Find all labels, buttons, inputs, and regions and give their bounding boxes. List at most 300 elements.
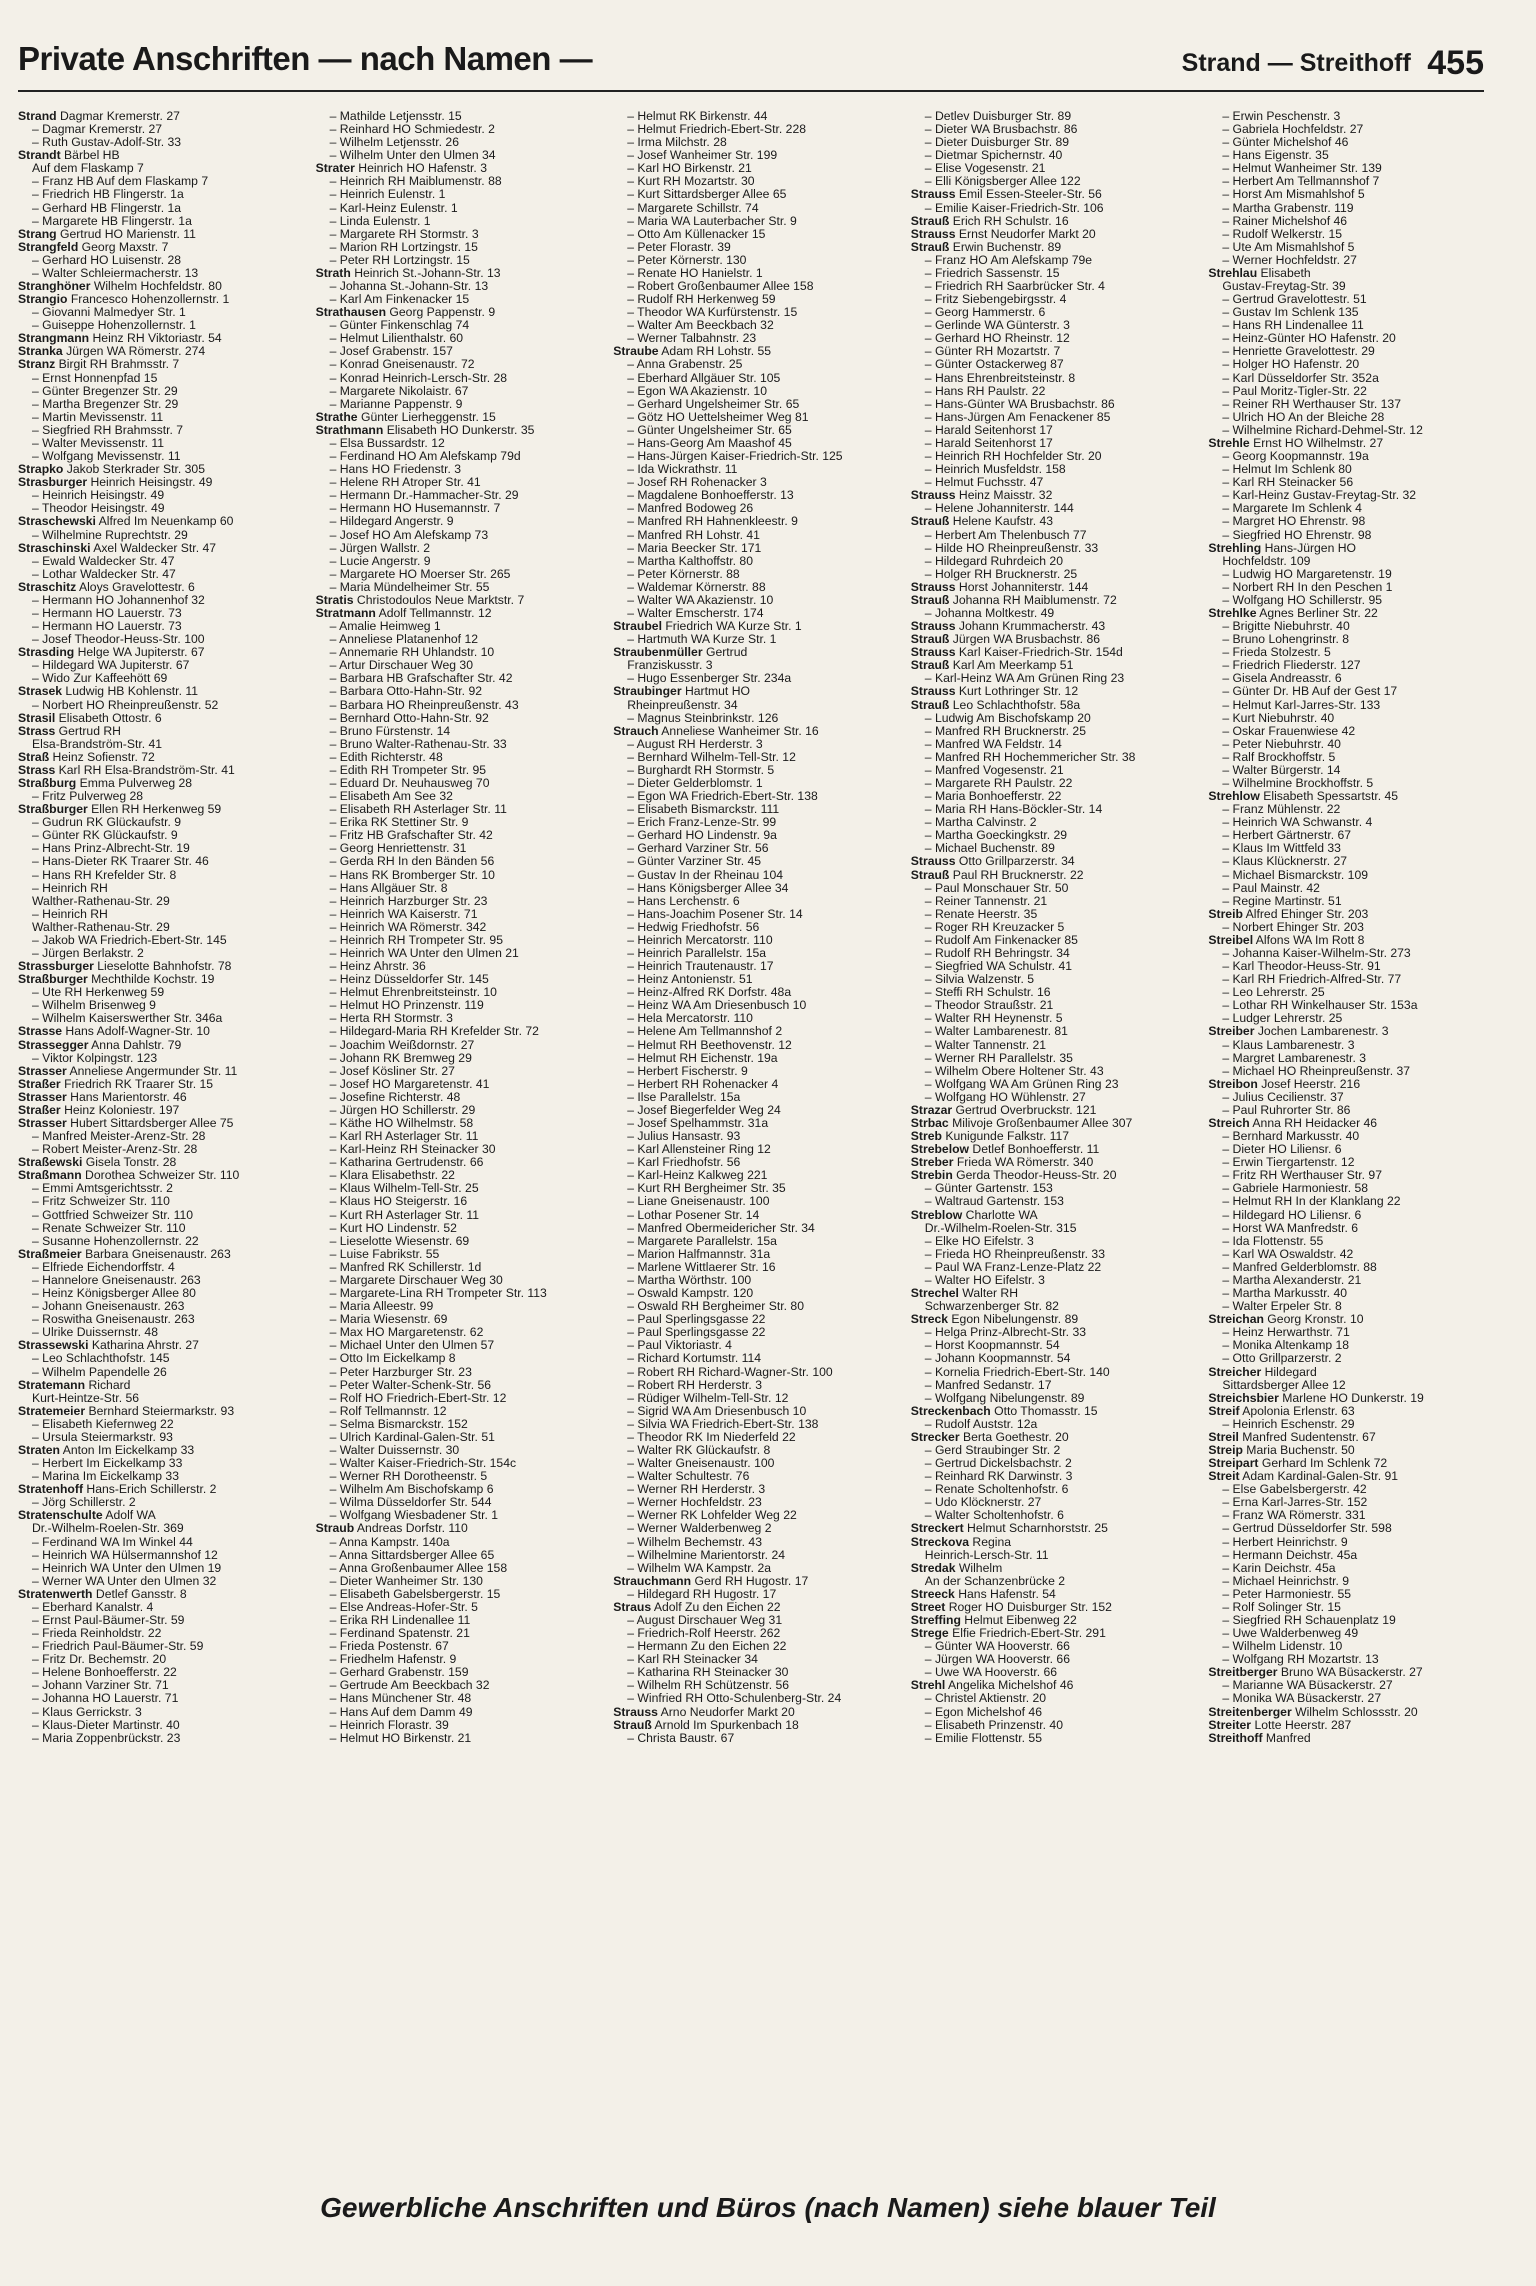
directory-entry: Stredak Wilhelm (910, 1561, 1003, 1575)
directory-entry: – Reinhard HO Schmiedestr. 2 (329, 123, 495, 137)
surname: Streblow (910, 1208, 963, 1222)
directory-entry: – Margarete Dirschauer Weg 30 (329, 1273, 503, 1287)
directory-entry: – Wilhelm WA Kampstr. 2a (627, 1561, 771, 1575)
directory-entry: – Fritz Pulverweg 28 (32, 790, 144, 804)
directory-entry: Strauß Karl Am Meerkamp 51 (910, 659, 1074, 673)
directory-entry: – Oskar Frauenwiese 42 (1222, 724, 1356, 738)
directory-entry: – Eberhard Allgäuer Str. 105 (627, 371, 781, 385)
directory-entry: – Peter RH Lortzingstr. 15 (329, 253, 470, 267)
directory-entry: – Georg Hammerstr. 6 (924, 306, 1046, 320)
directory-entry: – Dieter Wanheimer Str. 130 (329, 1574, 483, 1588)
directory-entry: Stratemeier Bernhard Steiermarkstr. 93 (18, 1404, 235, 1418)
directory-entry: – Karl-Heinz Gustav-Freytag-Str. 32 (1222, 489, 1417, 503)
surname: Streiber (1208, 1025, 1255, 1039)
directory-entry: – Heinrich WA Römerstr. 342 (329, 920, 487, 934)
directory-entry: – Friedrich RH Saarbrücker Str. 4 (924, 280, 1105, 294)
directory-entry: – Kurt RH Bergheimer Str. 35 (627, 1182, 786, 1196)
directory-entry: – Karl RH Friedrich-Alfred-Str. 77 (1222, 973, 1402, 987)
directory-entry: – Margret HO Ehrenstr. 98 (1222, 515, 1366, 529)
directory-entry: – Ute Am Mismahlshof 5 (1222, 240, 1355, 254)
directory-entry: Strauss Otto Grillparzerstr. 34 (910, 855, 1075, 869)
surname: Strand (18, 110, 57, 123)
directory-entry: Streitberger Bruno WA Büsackerstr. 27 (1208, 1666, 1423, 1680)
directory-entry: – Wolfgang HO Wühlenstr. 27 (924, 1090, 1086, 1104)
directory-entry: – Gerhard HO Luisenstr. 28 (32, 253, 182, 267)
directory-entry: – Hermann HO Johannenhof 32 (32, 593, 205, 607)
surname: Strazar (910, 1103, 953, 1117)
directory-entry: Strauß Erwin Buchenstr. 89 (910, 240, 1062, 254)
directory-entry: – Siegfried RH Schauenplatz 19 (1222, 1613, 1396, 1627)
directory-entry: – Manfred RK Schillerstr. 1d (329, 1260, 482, 1274)
directory-entry: – Hans-Jürgen Am Fenackener 85 (924, 410, 1111, 424)
directory-entry: – Karl RH Steinacker 56 (1222, 476, 1354, 490)
directory-entry: Straschitz Aloys Gravelottestr. 6 (18, 580, 195, 594)
directory-entry: – Heinrich Trautenaustr. 17 (627, 960, 774, 974)
directory-entry: – Fritz Dr. Bechemstr. 20 (32, 1653, 167, 1667)
directory-entry: Streib Alfred Ehinger Str. 203 (1208, 907, 1369, 921)
directory-entry: – Günter RH Mozartstr. 7 (924, 345, 1061, 359)
directory-entry: – Walter RK Glückaufstr. 8 (627, 1443, 771, 1457)
directory-entry: – Eberhard Kanalstr. 4 (32, 1600, 154, 1614)
directory-entry: – Marlene Wittlaerer Str. 16 (627, 1260, 776, 1274)
directory-entry: – Hermann HO Lauerstr. 73 (32, 606, 182, 620)
directory-entry: – Manfred Meister-Arenz-Str. 28 (32, 1130, 206, 1144)
directory-entry: – Jürgen WA Hooverstr. 66 (924, 1653, 1070, 1667)
directory-entry: Walther-Rathenau-Str. 29 (32, 920, 170, 934)
surname: Streip (1208, 1443, 1243, 1457)
directory-entry: Strechel Walter RH (910, 1287, 1019, 1301)
directory-entry: – Siegfried RH Brahmsstr. 7 (32, 423, 184, 437)
surname: Strauß (910, 698, 950, 712)
directory-entry: – Hans Prinz-Albrecht-Str. 19 (32, 842, 190, 856)
surname: Strecker (910, 1430, 960, 1444)
surname: Strasse (18, 1025, 63, 1039)
directory-entry: Strassewski Katharina Ahrstr. 27 (18, 1339, 199, 1353)
directory-entry: – Martha Wörthstr. 100 (627, 1273, 752, 1287)
directory-entry: – Walter Mevissenstr. 11 (32, 436, 165, 450)
directory-entry: – Rolf Solinger Str. 15 (1222, 1600, 1341, 1614)
directory-entry: – Helmut Karl-Jarres-Str. 133 (1222, 698, 1381, 712)
directory-entry: – Elisabeth Bismarckstr. 111 (627, 803, 780, 817)
surname: Strauß (910, 240, 950, 254)
directory-column-3 (613, 110, 903, 2170)
directory-entry: – Margarete Im Schlenk 4 (1222, 502, 1362, 516)
directory-entry: – Robert Großenbaumer Allee 158 (627, 280, 814, 294)
directory-entry: – August RH Herderstr. 3 (627, 737, 763, 751)
directory-entry: – Ewald Waldecker Str. 47 (32, 554, 175, 568)
directory-entry: – Margarete HO Moerser Str. 265 (329, 567, 511, 581)
surname: Strangmann (18, 332, 90, 346)
surname: Straubinger (613, 685, 682, 699)
directory-entry: – Kurt Niebuhrstr. 40 (1222, 711, 1335, 725)
directory-entry: – Hermann Zu den Eichen 22 (627, 1640, 787, 1654)
directory-entry: Rheinpreußenstr. 34 (627, 698, 738, 712)
directory-entry: – Bruno Walter-Rathenau-Str. 33 (329, 737, 507, 751)
surname: Straßewski (18, 1156, 83, 1170)
directory-entry: – Marianne WA Büsackerstr. 27 (1222, 1679, 1393, 1693)
directory-entry: – Theodor Heisingstr. 49 (32, 502, 165, 516)
directory-entry: – Manfred RH Hahnenkleestr. 9 (627, 515, 798, 529)
directory-entry: Strbac Milivoje Großenbaumer Allee 307 (910, 1117, 1133, 1131)
directory-entry: – Hedwig Friedhofstr. 56 (627, 920, 760, 934)
directory-column-4 (911, 110, 1201, 2170)
directory-entry: – Johanna Kaiser-Wilhelm-Str. 273 (1222, 947, 1411, 960)
directory-entry: – Erika RH Lindenallee 11 (329, 1613, 471, 1627)
directory-entry: – Jürgen Berlakstr. 2 (32, 947, 144, 960)
directory-entry: – Rolf HO Friedrich-Ebert-Str. 12 (329, 1391, 507, 1405)
surname: Strauß (910, 214, 950, 228)
directory-entry: – Wilhelm Papendelle 26 (32, 1365, 167, 1379)
directory-entry: – Ernst Paul-Bäumer-Str. 59 (32, 1613, 185, 1627)
directory-entry: – Josef Biegerfelder Weg 24 (627, 1103, 781, 1117)
directory-entry: – Horst Koopmannstr. 54 (924, 1339, 1060, 1353)
directory-entry: – Hans-Georg Am Maashof 45 (627, 436, 792, 450)
directory-entry: – Steffi RH Schulstr. 16 (924, 986, 1051, 1000)
surname: Strasser (18, 1117, 67, 1131)
surname: Straßer (18, 1103, 61, 1117)
directory-entry: – Maria WA Lauterbacher Str. 9 (627, 214, 797, 228)
surname: Stratmann (315, 606, 376, 620)
directory-entry: – Jakob WA Friedrich-Ebert-Str. 145 (32, 933, 227, 947)
directory-entry: – Reiner RH Werthauser Str. 137 (1222, 397, 1401, 411)
directory-entry: Straßer Heinz Koloniestr. 197 (18, 1103, 180, 1117)
directory-entry: Heinrich-Lersch-Str. 11 (924, 1548, 1049, 1562)
directory-entry: – Theodor RK Im Niederfeld 22 (627, 1430, 796, 1444)
directory-entry: – Josef Kösliner Str. 27 (329, 1064, 455, 1078)
directory-entry: – Julius Hansastr. 93 (627, 1130, 741, 1144)
directory-entry: – Selma Bismarckstr. 152 (329, 1417, 468, 1431)
directory-entry: Streil Manfred Sudentenstr. 67 (1208, 1430, 1376, 1444)
directory-entry: Stratenhoff Hans-Erich Schillerstr. 2 (18, 1483, 217, 1497)
directory-entry: – Heinz-Alfred RK Dorfstr. 48a (627, 986, 792, 1000)
directory-entry: – Monika Altenkamp 18 (1222, 1339, 1350, 1353)
surname: Straschewski (18, 515, 96, 529)
directory-entry: – Hans-Joachim Posener Str. 14 (627, 907, 803, 921)
directory-entry: – Gertrud Dickelsbachstr. 2 (924, 1457, 1072, 1471)
directory-entry: – Edith Richterstr. 48 (329, 750, 443, 764)
directory-entry: Strangfeld Georg Maxstr. 7 (18, 240, 169, 254)
surname: Straßmeier (18, 1247, 82, 1261)
directory-entry: – Hans Auf dem Damm 49 (329, 1705, 473, 1719)
surname: Strehling (1208, 541, 1262, 555)
directory-entry: – Fritz Schweizer Str. 110 (32, 1195, 170, 1209)
directory-entry: – Walter Lambarenestr. 81 (924, 1025, 1068, 1039)
directory-entry: – Heinrich RH Maiblumenstr. 88 (329, 175, 502, 189)
directory-entry: – Udo Klöcknerstr. 27 (924, 1496, 1042, 1510)
directory-entry: Strehl Angelika Michelshof 46 (910, 1679, 1074, 1693)
directory-entry: – Ulrich HO An der Bleiche 28 (1222, 410, 1385, 424)
surname: Streich (1208, 1117, 1250, 1131)
directory-entry: Straubenmüller Gertrud (613, 646, 748, 660)
directory-entry: – Klaus Klücknerstr. 27 (1222, 855, 1348, 869)
directory-entry: – Rudolf Welkerstr. 15 (1222, 227, 1343, 241)
directory-entry: – Henriette Gravelottestr. 29 (1222, 345, 1375, 359)
directory-entry: – Helmut Im Schlenk 80 (1222, 463, 1352, 477)
directory-entry: – Werner Talbahnstr. 23 (627, 332, 757, 346)
directory-entry: – Helmut Lilienthalstr. 60 (329, 332, 464, 346)
directory-entry: – Ferdinand WA Im Winkel 44 (32, 1535, 193, 1549)
directory-entry: – Peter Walter-Schenk-Str. 56 (329, 1378, 492, 1392)
surname: Streicher (1208, 1365, 1262, 1379)
directory-entry: – Hildegard HO Liliensr. 6 (1222, 1208, 1362, 1222)
directory-entry: – Walter WA Akazienstr. 10 (627, 593, 774, 607)
directory-entry: – Magnus Steinbrinkstr. 126 (627, 711, 779, 725)
directory-entry: – Rudolf RH Behringstr. 34 (924, 947, 1070, 960)
directory-entry: – Norbert HO Rheinpreußenstr. 52 (32, 698, 219, 712)
directory-entry: – Klara Elisabethstr. 22 (329, 1169, 455, 1183)
directory-entry: – Marion Halfmannstr. 31a (627, 1247, 771, 1261)
directory-entry: – Reinhard RK Darwinstr. 3 (924, 1470, 1073, 1484)
directory-entry: – Hildegard Angerstr. 9 (329, 515, 454, 529)
directory-entry: – Karl RH Steinacker 34 (627, 1653, 758, 1667)
directory-entry: Streif Apolonia Erlenstr. 63 (1208, 1404, 1355, 1418)
surname: Strebelow (910, 1143, 970, 1157)
directory-entry: – Friedrich Fliederstr. 127 (1222, 659, 1361, 673)
directory-entry: – Michael Bismarckstr. 109 (1222, 868, 1368, 882)
directory-entry: – Viktor Kolpingstr. 123 (32, 1051, 158, 1065)
directory-entry: – Gerda RH In den Bänden 56 (329, 855, 495, 869)
directory-entry: – Klaus HO Steigerstr. 16 (329, 1195, 468, 1209)
directory-entry: – Martha Goeckingkstr. 29 (924, 829, 1068, 843)
surname: Strauch (613, 724, 659, 738)
surname: Strauss (910, 489, 956, 503)
directory-entry: – Bruno Lohengrinstr. 8 (1222, 633, 1350, 647)
directory-entry: – Wolfgang Mevissenstr. 11 (32, 450, 181, 464)
directory-entry: – Artur Dirschauer Weg 30 (329, 659, 473, 673)
directory-entry: – Josef Theodor-Heuss-Str. 100 (32, 633, 205, 647)
directory-entry: – Hildegard Ruhrdeich 20 (924, 554, 1063, 568)
directory-entry: – Giovanni Malmedyer Str. 1 (32, 306, 186, 320)
directory-entry: – Katharina RH Steinacker 30 (627, 1666, 789, 1680)
directory-entry: Strebelow Detlef Bonhoefferstr. 11 (910, 1143, 1100, 1157)
directory-entry: – Wolfgang Nibelungenstr. 89 (924, 1391, 1085, 1405)
directory-entry: Strauch Anneliese Wanheimer Str. 16 (613, 724, 819, 738)
directory-entry: – Barbara Otto-Hahn-Str. 92 (329, 685, 483, 699)
directory-entry: – Frieda Postenstr. 67 (329, 1640, 449, 1654)
directory-entry: – Günter Finkenschlag 74 (329, 319, 470, 333)
directory-entry: – Dagmar Kremerstr. 27 (32, 123, 163, 137)
directory-entry: – Rudolf RH Herkenweg 59 (627, 293, 776, 307)
directory-entry: Schwarzenberger Str. 82 (924, 1300, 1059, 1314)
directory-entry: – Herbert Am Thelenbusch 77 (924, 528, 1087, 542)
directory-entry: – Gerlinde WA Günterstr. 3 (924, 319, 1070, 333)
directory-entry: – Wilhelm RH Schützenstr. 56 (627, 1679, 790, 1693)
directory-entry: – Günter Bregenzer Str. 29 (32, 384, 178, 398)
directory-entry: – Liane Gneisenaustr. 100 (627, 1195, 770, 1209)
surname: Streck (910, 1313, 949, 1327)
directory-entry: Strauss Emil Essen-Steeler-Str. 56 (910, 188, 1102, 202)
directory-entry: Strehling Hans-Jürgen HO (1208, 541, 1357, 555)
surname: Strehlow (1208, 790, 1260, 804)
directory-entry: – Oswald Kampstr. 120 (627, 1287, 754, 1301)
directory-entry: – Heinz Ahrstr. 36 (329, 960, 426, 974)
directory-entry: – Margarete-Lina RH Trompeter Str. 113 (329, 1287, 547, 1301)
directory-entry: – Hannelore Gneisenaustr. 263 (32, 1273, 201, 1287)
directory-entry: – Theodor WA Kurfürstenstr. 15 (627, 306, 798, 320)
surname: Streibel (1208, 933, 1254, 947)
directory-entry: – Marion RH Lortzingstr. 15 (329, 240, 478, 254)
directory-entry: – Elisabeth RH Asterlager Str. 11 (329, 803, 507, 817)
directory-entry: – Wilhelmine Richard-Dehmel-Str. 12 (1222, 423, 1423, 437)
directory-entry: – Hermann HO Husemannstr. 7 (329, 502, 501, 516)
directory-entry: – Herbert RH Rohenacker 4 (627, 1077, 779, 1091)
directory-entry: – Gustav In der Rheinau 104 (627, 868, 784, 882)
directory-entry: – Margret Lambarenestr. 3 (1222, 1051, 1366, 1065)
surname: Strauss (910, 188, 956, 202)
directory-entry: – Ernst Honnenpfad 15 (32, 371, 158, 385)
directory-entry: – Manfred RH Hochemmericher Str. 38 (924, 750, 1136, 764)
directory-entry: – Theodor Straußstr. 21 (924, 999, 1054, 1013)
directory-entry: – Johanna HO Lauerstr. 71 (32, 1692, 179, 1706)
directory-entry: Straßburg Emma Pulverweg 28 (18, 776, 193, 790)
directory-entry: – Helmut Wanheimer Str. 139 (1222, 162, 1382, 176)
directory-entry: – Walter Emscherstr. 174 (627, 606, 764, 620)
directory-entry: Straßer Friedrich RK Traarer Str. 15 (18, 1077, 214, 1091)
directory-entry: – Erna Karl-Jarres-Str. 152 (1222, 1496, 1368, 1510)
directory-entry: – Ralf Brockhoffstr. 5 (1222, 750, 1336, 764)
directory-entry: – Helmut Friedrich-Ebert-Str. 228 (627, 123, 807, 137)
directory-entry: Streichsbier Marlene HO Dunkerstr. 19 (1208, 1391, 1424, 1405)
directory-entry: – Helmut HO Birkenstr. 21 (329, 1731, 472, 1745)
directory-entry: Stratenschulte Adolf WA (18, 1509, 156, 1523)
directory-entry: – Hans RK Bromberger Str. 10 (329, 868, 495, 882)
directory-entry: – Erwin Tiergartenstr. 12 (1222, 1156, 1355, 1170)
directory-entry: – Kurt Sittardsberger Allee 65 (627, 188, 787, 202)
surname: Strauss (613, 1705, 658, 1719)
surname: Street (910, 1600, 946, 1614)
directory-entry: – Peter Harzburger Str. 23 (329, 1365, 472, 1379)
directory-entry: – Heinz-Günter HO Hafenstr. 20 (1222, 332, 1396, 346)
directory-column-5 (1208, 110, 1498, 2170)
directory-entry: Stratis Christodoulos Neue Marktstr. 7 (315, 593, 525, 607)
directory-entry: Hochfeldstr. 109 (1222, 554, 1311, 568)
directory-entry: – Maria Alleestr. 99 (329, 1300, 434, 1314)
surname: Strassegger (18, 1038, 89, 1052)
name-range: Strand — Streithoff (1181, 49, 1411, 77)
directory-entry: – Hartmuth WA Kurze Str. 1 (627, 633, 777, 647)
directory-entry: – Kurt RH Mozartstr. 30 (627, 175, 755, 189)
directory-entry: – Gustav Im Schlenk 135 (1222, 306, 1359, 320)
surname: Streichsbier (1208, 1391, 1279, 1405)
directory-entry: – Ilse Parallelstr. 15a (627, 1090, 741, 1104)
directory-entry: – Helmut RH In der Klanklang 22 (1222, 1195, 1401, 1209)
directory-entry: – Bernhard Otto-Hahn-Str. 92 (329, 711, 489, 725)
directory-entry: – Reiner Tannenstr. 21 (924, 894, 1048, 908)
directory-entry: – Dieter WA Brusbachstr. 86 (924, 123, 1078, 137)
directory-entry: – Heinz Königsberger Allee 80 (32, 1287, 196, 1301)
directory-entry: – Hans RH Krefelder Str. 8 (32, 868, 177, 882)
directory-entry: – Martha Grabenstr. 119 (1222, 201, 1354, 215)
directory-entry: Strauss Johann Krummacherstr. 43 (910, 620, 1106, 634)
directory-entry: – Werner RH Dorotheenstr. 5 (329, 1470, 488, 1484)
directory-entry: – Heinz Antonienstr. 51 (627, 973, 753, 987)
surname: Strasek (18, 685, 63, 699)
directory-entry: – Kurt RH Asterlager Str. 11 (329, 1208, 480, 1222)
directory-entry: – Gerhard Grabenstr. 159 (329, 1666, 469, 1680)
directory-entry: Strangio Francesco Hohenzollernstr. 1 (18, 293, 230, 307)
directory-entry: – Herbert Fischerstr. 9 (627, 1064, 748, 1078)
directory-entry: – Harald Seitenhorst 17 (924, 423, 1053, 437)
directory-entry: – Martha Markusstr. 40 (1222, 1287, 1348, 1301)
directory-entry: – Maria Wiesenstr. 69 (329, 1313, 448, 1327)
directory-entry: – Günter Varziner Str. 45 (627, 855, 762, 869)
directory-entry: – Karl Friedhofstr. 56 (627, 1156, 741, 1170)
directory-entry: – Renate Schweizer Str. 110 (32, 1221, 186, 1235)
directory-entry: – Gabriela Hochfeldstr. 27 (1222, 123, 1364, 137)
directory-entry: – Paul Monschauer Str. 50 (924, 881, 1069, 895)
directory-entry: Strehle Ernst HO Wilhelmstr. 27 (1208, 436, 1384, 450)
directory-entry: – Lieselotte Wiesenstr. 69 (329, 1234, 470, 1248)
directory-entry: Strauß Helene Kaufstr. 43 (910, 515, 1054, 529)
directory-entry: – Susanne Hohenzollernstr. 22 (32, 1234, 199, 1248)
directory-entry: Strehlau Elisabeth (1208, 266, 1311, 280)
directory-entry: – Erich Franz-Lenze-Str. 99 (627, 816, 777, 830)
directory-entry: – Norbert RH In den Peschen 1 (1222, 580, 1393, 594)
directory-entry: – Maria Bonhoefferstr. 22 (924, 790, 1062, 804)
directory-entry: Streicher Hildegard (1208, 1365, 1317, 1379)
directory-entry: – Gerhard HO Rheinstr. 12 (924, 332, 1070, 346)
directory-entry: – Max HO Margaretenstr. 62 (329, 1326, 484, 1340)
directory-entry: – Jürgen Wallstr. 2 (329, 541, 431, 555)
directory-entry: – Josef HO Am Alefskamp 73 (329, 528, 489, 542)
directory-entry: – Heinrich Parallelstr. 15a (627, 947, 767, 960)
surname: Strauchmann (613, 1574, 692, 1588)
page-range-block (1182, 44, 1484, 83)
directory-entry: – Linda Eulenstr. 1 (329, 214, 431, 228)
directory-entry: – Else Gabelsbergerstr. 42 (1222, 1483, 1367, 1497)
directory-entry: – Frieda Reinholdstr. 22 (32, 1627, 162, 1641)
directory-entry: – Karl HO Birkenstr. 21 (627, 162, 752, 176)
directory-entry: – Holger HO Hafenstr. 20 (1222, 358, 1360, 372)
directory-entry: – Werner Hochfeldstr. 27 (1222, 253, 1357, 267)
directory-entry: – Manfred RH Brucknerstr. 25 (924, 724, 1086, 738)
surname: Strehlke (1208, 606, 1257, 620)
directory-entry: – Werner WA Unter den Ulmen 32 (32, 1574, 217, 1588)
directory-entry: – Friedrich-Rolf Heerstr. 262 (627, 1627, 781, 1641)
directory-entry: Street Roger HO Duisburger Str. 152 (910, 1600, 1112, 1614)
directory-entry: – Lucie Angerstr. 9 (329, 554, 431, 568)
directory-entry: Streitenberger Wilhelm Schlossstr. 20 (1208, 1705, 1418, 1719)
directory-entry: – Wolfgang RH Mozartstr. 13 (1222, 1653, 1379, 1667)
directory-entry: – Wilhelm Kaiserswerther Str. 346a (32, 1012, 223, 1026)
surname: Strapko (18, 463, 64, 477)
directory-entry: – Ferdinand Spatenstr. 21 (329, 1627, 470, 1641)
surname: Strauss (910, 646, 956, 660)
directory-entry: – Karl Allensteiner Ring 12 (627, 1143, 771, 1157)
directory-entry: – Heinz WA Am Driesenbusch 10 (627, 999, 807, 1013)
surname: Streb (910, 1130, 942, 1144)
directory-entry: – Herbert Am Tellmannshof 7 (1222, 175, 1380, 189)
directory-entry: – Heinrich RH (32, 881, 108, 895)
surname: Straubel (613, 620, 662, 634)
directory-entry: Strathmann Elisabeth HO Dunkerstr. 35 (315, 423, 535, 437)
surname: Strehle (1208, 436, 1250, 450)
directory-entry: – Margarete Parallelstr. 15a (627, 1234, 777, 1248)
directory-entry: – Hermann Dr.-Hammacher-Str. 29 (329, 489, 519, 503)
directory-entry: Stranghöner Wilhelm Hochfeldstr. 80 (18, 280, 222, 294)
directory-entry: Streit Adam Kardinal-Galen-Str. 91 (1208, 1470, 1399, 1484)
directory-entry: – Siegfried WA Schulstr. 41 (924, 960, 1073, 974)
directory-entry: – Else Andreas-Hofer-Str. 5 (329, 1600, 478, 1614)
directory-entry: Strassburger Lieselotte Bahnhofstr. 78 (18, 960, 232, 974)
directory-entry: – Otto Im Eickelkamp 8 (329, 1352, 456, 1366)
directory-entry: – Dieter HO Liliensr. 6 (1222, 1143, 1342, 1157)
directory-entry: – Irma Milchstr. 28 (627, 136, 727, 150)
directory-entry: – Robert RH Herderstr. 3 (627, 1378, 762, 1392)
directory-entry: – Julius Cecilienstr. 37 (1222, 1090, 1344, 1104)
directory-entry: Walther-Rathenau-Str. 29 (32, 894, 170, 908)
directory-entry: – Margarete Schillstr. 74 (627, 201, 759, 215)
